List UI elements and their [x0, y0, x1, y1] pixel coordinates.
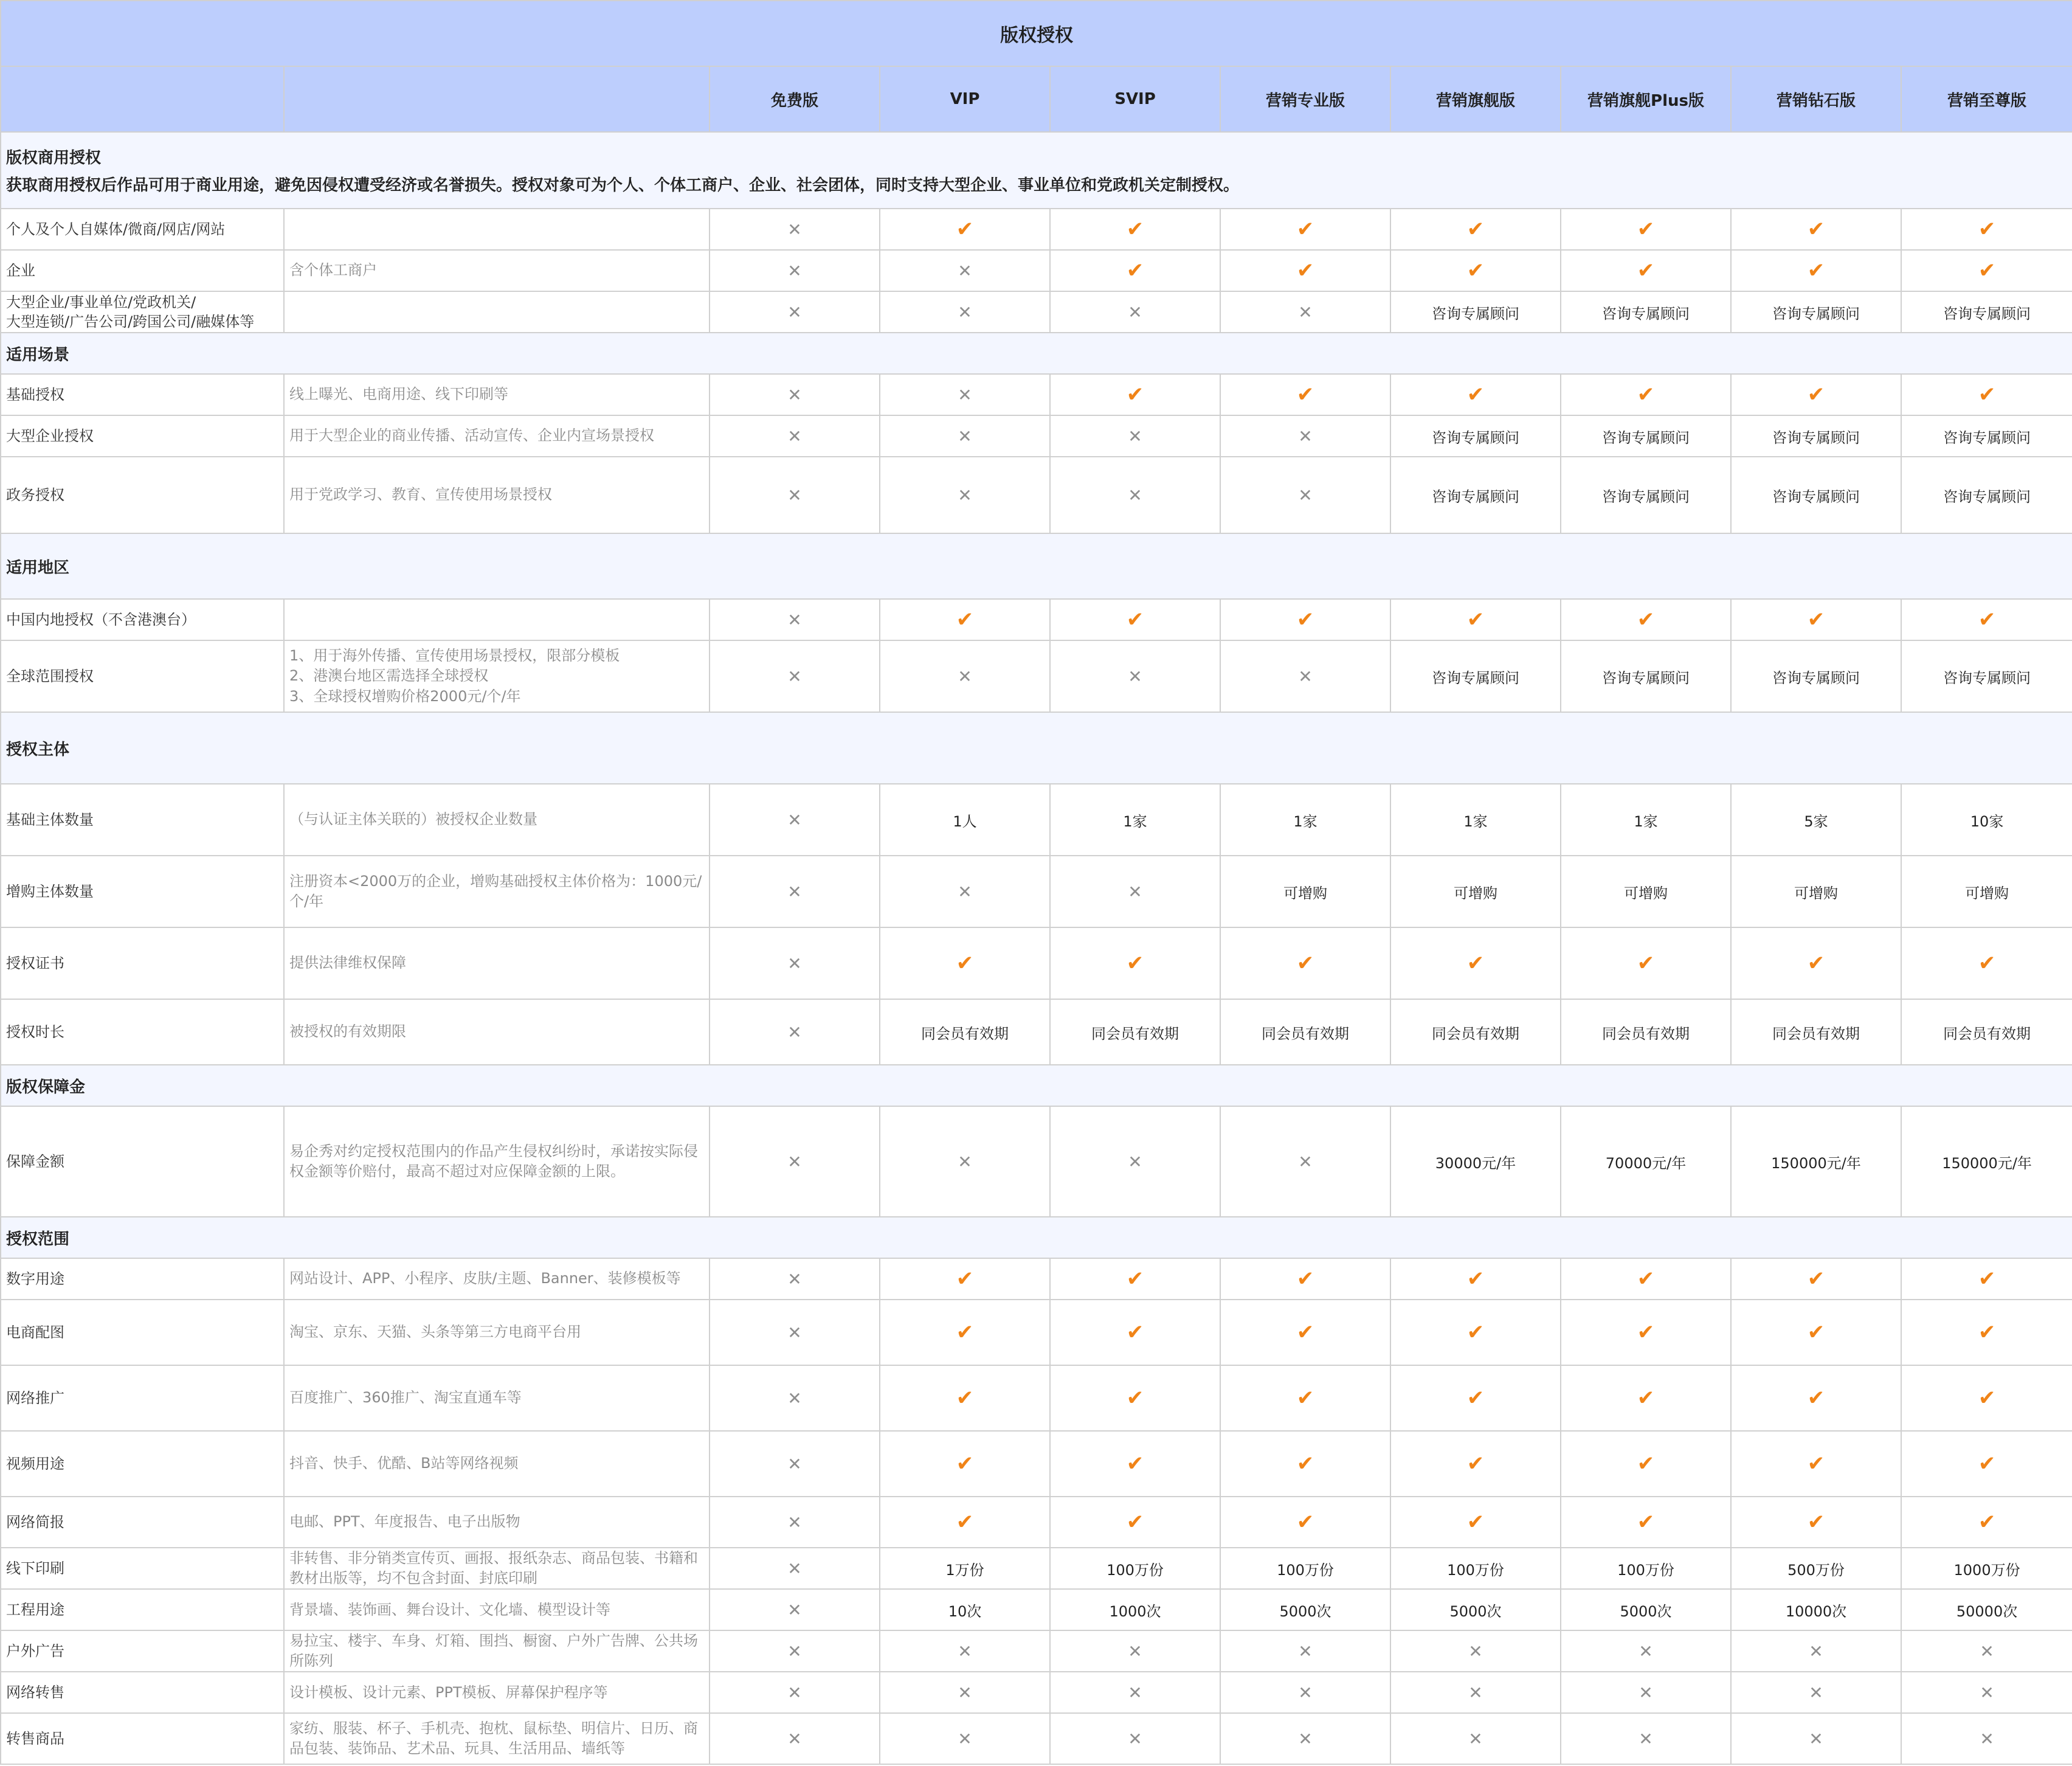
check-icon: ✔ — [1731, 1258, 1901, 1300]
row-description: 易企秀对约定授权范围内的作品产生侵权纠纷时，承诺按实际侵权金额等价赔付，最高不超过对应保障金额的上限。 — [284, 1106, 710, 1217]
value-cell: 咨询专属顾问 — [1901, 457, 2072, 533]
row-name: 线下印刷 — [1, 1548, 284, 1589]
table-row — [1, 1630, 2072, 1672]
check-icon: ✔ — [1220, 250, 1390, 291]
check-icon: ✔ — [1220, 374, 1390, 415]
row-name: 网络简报 — [1, 1497, 284, 1548]
cross-icon: ✕ — [1050, 457, 1220, 533]
check-icon: ✔ — [1561, 1365, 1731, 1431]
row-name: 基础授权 — [1, 374, 284, 415]
value-cell: 同会员有效期 — [1390, 999, 1561, 1065]
tier-header-row — [1, 66, 2072, 132]
cross-icon: ✕ — [880, 250, 1050, 291]
table-row — [1, 927, 2072, 999]
check-icon: ✔ — [1390, 209, 1561, 250]
value-cell: 1人 — [880, 784, 1050, 856]
value-cell: 咨询专属顾问 — [1731, 640, 1901, 712]
check-icon: ✔ — [1731, 209, 1901, 250]
value-cell: 5000次 — [1390, 1589, 1561, 1630]
row-description: 设计模板、设计元素、PPT模板、屏幕保护程序等 — [284, 1672, 710, 1713]
value-cell: 可增购 — [1220, 856, 1390, 927]
cross-icon: ✕ — [880, 457, 1050, 533]
check-icon: ✔ — [880, 1431, 1050, 1497]
row-name: 中国内地授权（不含港澳台） — [1, 599, 284, 640]
row-description: 非转售、非分销类宣传页、画报、报纸杂志、商品包装、书籍和教材出版等，均不包含封面、封底印刷 — [284, 1548, 710, 1589]
value-cell: 500万份 — [1731, 1548, 1901, 1589]
check-icon: ✔ — [1050, 927, 1220, 999]
table-row — [1, 1548, 2072, 1589]
section-title: 适用场景 — [6, 345, 70, 364]
check-icon: ✔ — [880, 1497, 1050, 1548]
check-icon: ✔ — [1050, 1258, 1220, 1300]
row-description: 百度推广、360推广、淘宝直通车等 — [284, 1365, 710, 1431]
check-icon: ✔ — [1220, 1497, 1390, 1548]
check-icon: ✔ — [1220, 1258, 1390, 1300]
value-cell: 同会员有效期 — [1901, 999, 2072, 1065]
cross-icon: ✕ — [880, 415, 1050, 457]
table-row — [1, 1300, 2072, 1365]
table-row — [1, 784, 2072, 856]
check-icon: ✔ — [1561, 374, 1731, 415]
value-cell: 5家 — [1731, 784, 1901, 856]
check-icon: ✔ — [1220, 1431, 1390, 1497]
check-icon: ✔ — [1901, 1431, 2072, 1497]
check-icon: ✔ — [1050, 1497, 1220, 1548]
value-cell: 可增购 — [1731, 856, 1901, 927]
row-name: 授权证书 — [1, 927, 284, 999]
row-name: 全球范围授权 — [1, 640, 284, 712]
check-icon: ✔ — [1561, 209, 1731, 250]
cross-icon: ✕ — [880, 374, 1050, 415]
table-row — [1, 1589, 2072, 1630]
check-icon: ✔ — [1561, 1300, 1731, 1365]
value-cell: 100万份 — [1050, 1548, 1220, 1589]
table-row — [1, 1497, 2072, 1548]
section-title: 版权商用授权 — [6, 149, 102, 167]
value-cell: 150000元/年 — [1731, 1106, 1901, 1217]
cross-icon: ✕ — [1561, 1672, 1731, 1713]
cross-icon: ✕ — [1220, 415, 1390, 457]
value-cell: 可增购 — [1561, 856, 1731, 927]
check-icon: ✔ — [1901, 209, 2072, 250]
cross-icon: ✕ — [1220, 640, 1390, 712]
cross-icon: ✕ — [1901, 1630, 2072, 1672]
table-row — [1, 209, 2072, 250]
check-icon: ✔ — [880, 599, 1050, 640]
row-description: 被授权的有效期限 — [284, 999, 710, 1065]
value-cell: 咨询专属顾问 — [1561, 291, 1731, 333]
row-name: 保障金额 — [1, 1106, 284, 1217]
value-cell: 1000万份 — [1901, 1548, 2072, 1589]
value-cell: 1家 — [1390, 784, 1561, 856]
cross-icon: ✕ — [1220, 1672, 1390, 1713]
section-row — [1, 533, 2072, 599]
cross-icon: ✕ — [710, 291, 880, 333]
value-cell: 1家 — [1050, 784, 1220, 856]
row-name: 企业 — [1, 250, 284, 291]
value-cell: 50000次 — [1901, 1589, 2072, 1630]
check-icon: ✔ — [1390, 1497, 1561, 1548]
check-icon: ✔ — [1561, 599, 1731, 640]
row-name: 视频用途 — [1, 1431, 284, 1497]
section-header — [1, 1065, 2072, 1106]
cross-icon: ✕ — [1390, 1630, 1561, 1672]
value-cell: 咨询专属顾问 — [1731, 457, 1901, 533]
row-name: 网络转售 — [1, 1672, 284, 1713]
check-icon: ✔ — [1901, 1300, 2072, 1365]
table-row — [1, 1258, 2072, 1300]
check-icon: ✔ — [1561, 1431, 1731, 1497]
tier-header-vip: VIP — [880, 66, 1050, 132]
value-cell: 咨询专属顾问 — [1901, 291, 2072, 333]
value-cell: 同会员有效期 — [1731, 999, 1901, 1065]
section-title: 授权范围 — [6, 1230, 70, 1248]
value-cell: 1万份 — [880, 1548, 1050, 1589]
value-cell: 可增购 — [1390, 856, 1561, 927]
cross-icon: ✕ — [1220, 291, 1390, 333]
check-icon: ✔ — [1390, 599, 1561, 640]
cross-icon: ✕ — [710, 1365, 880, 1431]
table-row — [1, 999, 2072, 1065]
cross-icon: ✕ — [880, 291, 1050, 333]
check-icon: ✔ — [1731, 1497, 1901, 1548]
check-icon: ✔ — [1901, 1365, 2072, 1431]
row-name: 大型企业/事业单位/党政机关/ 大型连锁/广告公司/跨国公司/融媒体等 — [1, 291, 284, 333]
check-icon: ✔ — [1901, 927, 2072, 999]
row-description: 线上曝光、电商用途、线下印刷等 — [284, 374, 710, 415]
section-header — [1, 1217, 2072, 1258]
row-name: 授权时长 — [1, 999, 284, 1065]
section-title: 版权保障金 — [6, 1078, 86, 1096]
cross-icon: ✕ — [880, 1672, 1050, 1713]
check-icon: ✔ — [1901, 1497, 2072, 1548]
tier-header-diamond: 营销钻石版 — [1731, 66, 1901, 132]
cross-icon: ✕ — [710, 1300, 880, 1365]
check-icon: ✔ — [880, 1365, 1050, 1431]
cross-icon: ✕ — [710, 1497, 880, 1548]
check-icon: ✔ — [1901, 250, 2072, 291]
cross-icon: ✕ — [1050, 1106, 1220, 1217]
check-icon: ✔ — [1561, 1258, 1731, 1300]
table-row — [1, 291, 2072, 333]
value-cell: 咨询专属顾问 — [1390, 415, 1561, 457]
cross-icon: ✕ — [880, 640, 1050, 712]
row-name: 网络推广 — [1, 1365, 284, 1431]
value-cell: 10家 — [1901, 784, 2072, 856]
check-icon: ✔ — [1050, 209, 1220, 250]
row-description: 易拉宝、楼宇、车身、灯箱、围挡、橱窗、户外广告牌、公共场所陈列 — [284, 1630, 710, 1672]
row-description: 背景墙、装饰画、舞台设计、文化墙、模型设计等 — [284, 1589, 710, 1630]
tier-header-flagship: 营销旗舰版 — [1390, 66, 1561, 132]
section-description: 获取商用授权后作品可用于商业用途，避免因侵权遭受经济或名誉损失。授权对象可为个人、个体工商户、企业、社会团体，同时支持大型企业、事业单位和党政机关定制授权。 — [6, 176, 1240, 195]
cross-icon: ✕ — [710, 1589, 880, 1630]
header-empty-desc — [284, 66, 710, 132]
cross-icon: ✕ — [710, 415, 880, 457]
cross-icon: ✕ — [710, 374, 880, 415]
check-icon: ✔ — [1220, 1365, 1390, 1431]
value-cell: 咨询专属顾问 — [1901, 640, 2072, 712]
value-cell: 70000元/年 — [1561, 1106, 1731, 1217]
cross-icon: ✕ — [710, 1258, 880, 1300]
row-description: 用于党政学习、教育、宣传使用场景授权 — [284, 457, 710, 533]
cross-icon: ✕ — [1390, 1713, 1561, 1764]
row-description: 1、用于海外传播、宣传使用场景授权，限部分模板 2、港澳台地区需选择全球授权 3、全球授权增购价格2000元/个/年 — [284, 640, 710, 712]
cross-icon: ✕ — [1050, 1630, 1220, 1672]
check-icon: ✔ — [1050, 1365, 1220, 1431]
tier-header-flagship-plus: 营销旗舰Plus版 — [1561, 66, 1731, 132]
cross-icon: ✕ — [1050, 291, 1220, 333]
check-icon: ✔ — [1050, 250, 1220, 291]
check-icon: ✔ — [1390, 1258, 1561, 1300]
page-title: 版权授权 — [1, 1, 2072, 66]
value-cell: 同会员有效期 — [1050, 999, 1220, 1065]
tier-header-pro: 营销专业版 — [1220, 66, 1390, 132]
value-cell: 咨询专属顾问 — [1390, 457, 1561, 533]
cross-icon: ✕ — [1050, 856, 1220, 927]
table-row — [1, 599, 2072, 640]
row-name: 政务授权 — [1, 457, 284, 533]
table-row — [1, 457, 2072, 533]
row-description: 淘宝、京东、天猫、头条等第三方电商平台用 — [284, 1300, 710, 1365]
header-empty-name — [1, 66, 284, 132]
check-icon: ✔ — [1901, 374, 2072, 415]
section-row — [1, 333, 2072, 374]
row-description: 家纺、服装、杯子、手机壳、抱枕、鼠标垫、明信片、日历、商品包装、装饰品、艺术品、玩具、生活用品、墙纸等 — [284, 1713, 710, 1764]
cross-icon: ✕ — [710, 927, 880, 999]
tier-header-free: 免费版 — [710, 66, 880, 132]
row-description: （与认证主体关联的）被授权企业数量 — [284, 784, 710, 856]
check-icon: ✔ — [1220, 1300, 1390, 1365]
check-icon: ✔ — [1731, 927, 1901, 999]
check-icon: ✔ — [1220, 209, 1390, 250]
row-name: 基础主体数量 — [1, 784, 284, 856]
value-cell: 1家 — [1220, 784, 1390, 856]
table-row — [1, 856, 2072, 927]
check-icon: ✔ — [1390, 1300, 1561, 1365]
cross-icon: ✕ — [710, 784, 880, 856]
value-cell: 咨询专属顾问 — [1731, 291, 1901, 333]
check-icon: ✔ — [1731, 1365, 1901, 1431]
table-row — [1, 1713, 2072, 1764]
cross-icon: ✕ — [1050, 1672, 1220, 1713]
check-icon: ✔ — [1901, 1258, 2072, 1300]
cross-icon: ✕ — [710, 209, 880, 250]
check-icon: ✔ — [1050, 599, 1220, 640]
cross-icon: ✕ — [1220, 1713, 1390, 1764]
value-cell: 5000次 — [1220, 1589, 1390, 1630]
cross-icon: ✕ — [710, 599, 880, 640]
cross-icon: ✕ — [880, 1713, 1050, 1764]
table-row — [1, 1431, 2072, 1497]
section-header — [1, 132, 2072, 209]
section-header — [1, 333, 2072, 374]
row-description: 网站设计、APP、小程序、皮肤/主题、Banner、装修模板等 — [284, 1258, 710, 1300]
cross-icon: ✕ — [710, 856, 880, 927]
tier-header-supreme: 营销至尊版 — [1901, 66, 2072, 132]
section-row — [1, 1065, 2072, 1106]
value-cell: 100万份 — [1561, 1548, 1731, 1589]
row-name: 大型企业授权 — [1, 415, 284, 457]
cross-icon: ✕ — [710, 999, 880, 1065]
cross-icon: ✕ — [1731, 1672, 1901, 1713]
row-description: 注册资本<2000万的企业，增购基础授权主体价格为：1000元/个/年 — [284, 856, 710, 927]
cross-icon: ✕ — [1561, 1630, 1731, 1672]
cross-icon: ✕ — [710, 1548, 880, 1589]
section-header — [1, 712, 2072, 784]
value-cell: 咨询专属顾问 — [1561, 457, 1731, 533]
cross-icon: ✕ — [1901, 1713, 2072, 1764]
cross-icon: ✕ — [1220, 1630, 1390, 1672]
value-cell: 同会员有效期 — [1220, 999, 1390, 1065]
check-icon: ✔ — [1561, 250, 1731, 291]
value-cell: 10次 — [880, 1589, 1050, 1630]
value-cell: 1家 — [1561, 784, 1731, 856]
section-title: 适用地区 — [6, 558, 70, 577]
value-cell: 150000元/年 — [1901, 1106, 2072, 1217]
cross-icon: ✕ — [880, 1106, 1050, 1217]
check-icon: ✔ — [1390, 250, 1561, 291]
value-cell: 可增购 — [1901, 856, 2072, 927]
cross-icon: ✕ — [1731, 1713, 1901, 1764]
check-icon: ✔ — [1390, 1431, 1561, 1497]
check-icon: ✔ — [1220, 599, 1390, 640]
check-icon: ✔ — [1561, 1497, 1731, 1548]
section-title: 授权主体 — [6, 740, 70, 759]
check-icon: ✔ — [1561, 927, 1731, 999]
row-name: 户外广告 — [1, 1630, 284, 1672]
check-icon: ✔ — [880, 927, 1050, 999]
value-cell: 30000元/年 — [1390, 1106, 1561, 1217]
row-description: 含个体工商户 — [284, 250, 710, 291]
cross-icon: ✕ — [1050, 640, 1220, 712]
value-cell: 咨询专属顾问 — [1731, 415, 1901, 457]
check-icon: ✔ — [880, 1258, 1050, 1300]
row-description: 用于大型企业的商业传播、活动宣传、企业内宣场景授权 — [284, 415, 710, 457]
value-cell: 咨询专属顾问 — [1561, 640, 1731, 712]
section-row — [1, 712, 2072, 784]
value-cell: 咨询专属顾问 — [1561, 415, 1731, 457]
check-icon: ✔ — [1390, 927, 1561, 999]
check-icon: ✔ — [1901, 599, 2072, 640]
check-icon: ✔ — [1050, 1300, 1220, 1365]
check-icon: ✔ — [1050, 1431, 1220, 1497]
check-icon: ✔ — [880, 209, 1050, 250]
table-row — [1, 1106, 2072, 1217]
row-name: 增购主体数量 — [1, 856, 284, 927]
table-row — [1, 640, 2072, 712]
row-description: 提供法律维权保障 — [284, 927, 710, 999]
section-row — [1, 1217, 2072, 1258]
cross-icon: ✕ — [1220, 1106, 1390, 1217]
value-cell: 1000次 — [1050, 1589, 1220, 1630]
check-icon: ✔ — [880, 1300, 1050, 1365]
cross-icon: ✕ — [710, 457, 880, 533]
cross-icon: ✕ — [1220, 457, 1390, 533]
value-cell: 100万份 — [1220, 1548, 1390, 1589]
cross-icon: ✕ — [1901, 1672, 2072, 1713]
row-name: 转售商品 — [1, 1713, 284, 1764]
check-icon: ✔ — [1731, 250, 1901, 291]
cross-icon: ✕ — [710, 1713, 880, 1764]
row-description — [284, 209, 710, 250]
cross-icon: ✕ — [710, 1431, 880, 1497]
cross-icon: ✕ — [710, 1106, 880, 1217]
cross-icon: ✕ — [1390, 1672, 1561, 1713]
value-cell: 100万份 — [1390, 1548, 1561, 1589]
cross-icon: ✕ — [710, 1672, 880, 1713]
check-icon: ✔ — [1050, 374, 1220, 415]
table-row — [1, 415, 2072, 457]
table-row — [1, 1672, 2072, 1713]
value-cell: 10000次 — [1731, 1589, 1901, 1630]
row-description: 抖音、快手、优酷、B站等网络视频 — [284, 1431, 710, 1497]
cross-icon: ✕ — [880, 856, 1050, 927]
check-icon: ✔ — [1731, 374, 1901, 415]
cross-icon: ✕ — [710, 1630, 880, 1672]
row-name: 个人及个人自媒体/微商/网店/网站 — [1, 209, 284, 250]
section-header — [1, 533, 2072, 599]
cross-icon: ✕ — [1561, 1713, 1731, 1764]
value-cell: 咨询专属顾问 — [1390, 291, 1561, 333]
table-row — [1, 374, 2072, 415]
row-name: 数字用途 — [1, 1258, 284, 1300]
value-cell: 同会员有效期 — [880, 999, 1050, 1065]
cross-icon: ✕ — [710, 250, 880, 291]
row-name: 电商配图 — [1, 1300, 284, 1365]
check-icon: ✔ — [1731, 1300, 1901, 1365]
cross-icon: ✕ — [1050, 415, 1220, 457]
check-icon: ✔ — [1390, 1365, 1561, 1431]
cross-icon: ✕ — [1731, 1630, 1901, 1672]
check-icon: ✔ — [1731, 1431, 1901, 1497]
row-description — [284, 291, 710, 333]
value-cell: 同会员有效期 — [1561, 999, 1731, 1065]
table-row — [1, 250, 2072, 291]
value-cell: 5000次 — [1561, 1589, 1731, 1630]
row-description — [284, 599, 710, 640]
cross-icon: ✕ — [710, 640, 880, 712]
cross-icon: ✕ — [880, 1630, 1050, 1672]
cross-icon: ✕ — [1050, 1713, 1220, 1764]
tier-header-svip: SVIP — [1050, 66, 1220, 132]
check-icon: ✔ — [1390, 374, 1561, 415]
table-row — [1, 1365, 2072, 1431]
value-cell: 咨询专属顾问 — [1901, 415, 2072, 457]
check-icon: ✔ — [1731, 599, 1901, 640]
row-name: 工程用途 — [1, 1589, 284, 1630]
row-description: 电邮、PPT、年度报告、电子出版物 — [284, 1497, 710, 1548]
section-row — [1, 132, 2072, 209]
value-cell: 咨询专属顾问 — [1390, 640, 1561, 712]
check-icon: ✔ — [1220, 927, 1390, 999]
